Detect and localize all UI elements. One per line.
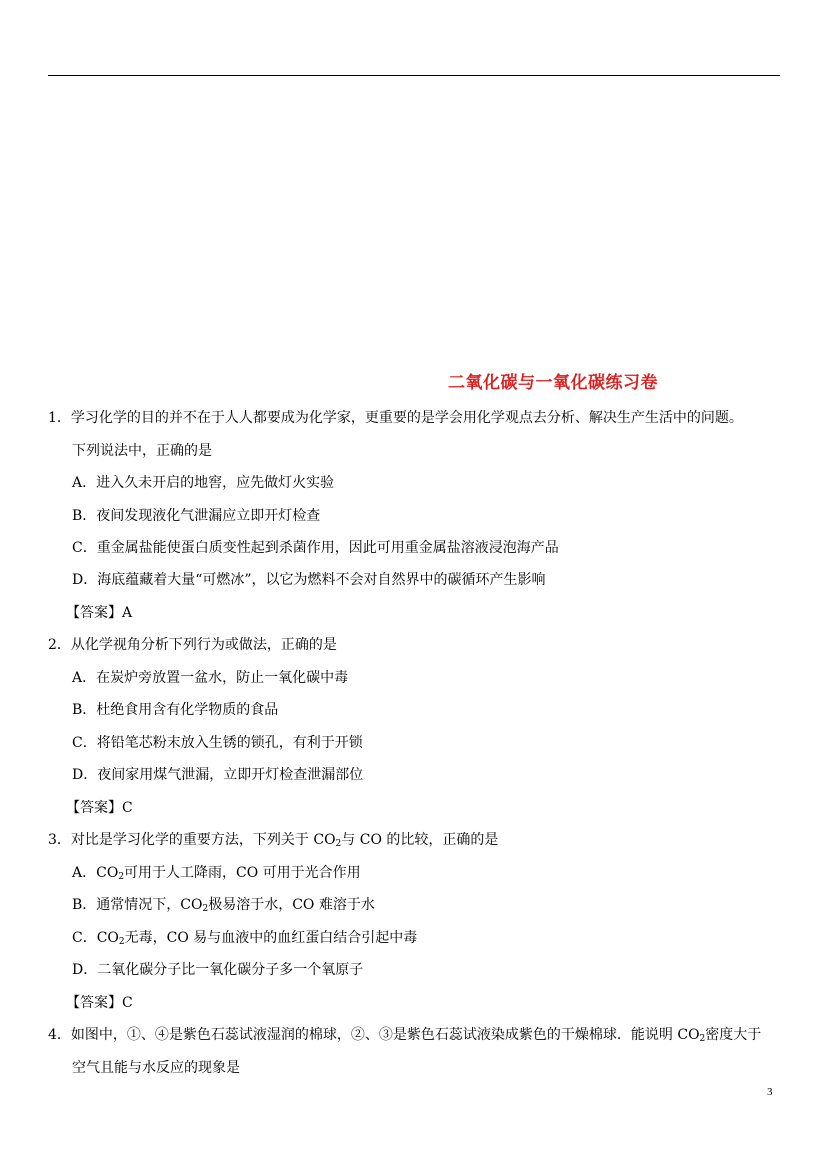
- question-3-option-c: [72, 929, 417, 951]
- question-1-stem: 1．学习化学的目的并不在于人人都要成为化学家，更重要的是学会用化学观点去分析、解决生产生活中的问题。: [48, 410, 743, 426]
- option-text: C．CO: [72, 930, 119, 946]
- question-2-option-c: C．将铅笔芯粉末放入生锈的锁孔，有利于开锁: [72, 735, 363, 751]
- question-4-stem-part2: 密度大于: [705, 1027, 762, 1043]
- question-2-option-d: D．夜间家用煤气泄漏，立即开灯检查泄漏部位: [72, 767, 364, 783]
- page-title: 二氧化碳与一氧化碳练习卷: [448, 373, 658, 393]
- subscript-2: 2: [335, 839, 342, 849]
- question-3-option-b: [72, 896, 375, 918]
- subscript-2: 2: [699, 1034, 706, 1044]
- question-2-stem: 2．从化学视角分析下列行为或做法，正确的是: [48, 637, 337, 653]
- question-3-stem-part2: 与 CO 的比较，正确的是: [341, 832, 499, 848]
- option-text: 极易溶于水，CO 难溶于水: [208, 897, 375, 913]
- question-3-stem-part1: 3．对比是学习化学的重要方法，下列关于 CO: [48, 832, 336, 848]
- question-4-stem: [48, 1026, 761, 1048]
- question-3-option-d: D．二氧化碳分子比一氧化碳分子多一个氧原子: [72, 962, 364, 978]
- option-text: A．CO: [72, 865, 119, 881]
- question-2-option-b: B．杜绝食用含有化学物质的食品: [72, 702, 279, 718]
- question-4-stem-cont: 空气且能与水反应的现象是: [72, 1060, 240, 1076]
- subscript-2: 2: [118, 872, 125, 882]
- question-2-answer: 【答案】C: [66, 800, 133, 816]
- question-3-option-a: [72, 864, 361, 886]
- question-2-option-a: A．在炭炉旁放置一盆水，防止一氧化碳中毒: [72, 670, 349, 686]
- subscript-2: 2: [118, 937, 125, 947]
- option-text: 无毒，CO 易与血液中的血红蛋白结合引起中毒: [124, 930, 418, 946]
- question-1-option-b: B．夜间发现液化气泄漏应立即开灯检查: [72, 508, 321, 524]
- question-1-stem-cont: 下列说法中，正确的是: [72, 443, 212, 459]
- header-rule: [48, 75, 780, 76]
- question-3-answer: 【答案】C: [66, 995, 133, 1011]
- option-text: B．通常情况下，CO: [72, 897, 203, 913]
- question-1-answer: 【答案】A: [66, 605, 133, 621]
- question-1-option-a: A．进入久未开启的地窖，应先做灯火实验: [72, 475, 335, 491]
- subscript-2: 2: [202, 904, 209, 914]
- question-1-option-d: D．海底蕴藏着大量“可燃冰”，以它为燃料不会对自然界中的碳循环产生影响: [72, 572, 546, 588]
- question-4-stem-part1: 4．如图中，①、④是紫色石蕊试液湿润的棉球，②、③是紫色石蕊试液染成紫色的干燥棉球．能说明 CO: [48, 1027, 700, 1043]
- page-number: 3: [767, 1086, 773, 1098]
- question-3-stem: [48, 831, 498, 853]
- question-1-option-c: C．重金属盐能使蛋白质变性起到杀菌作用，因此可用重金属盐溶液浸泡海产品: [72, 540, 559, 556]
- option-text: 可用于人工降雨，CO 可用于光合作用: [124, 865, 361, 881]
